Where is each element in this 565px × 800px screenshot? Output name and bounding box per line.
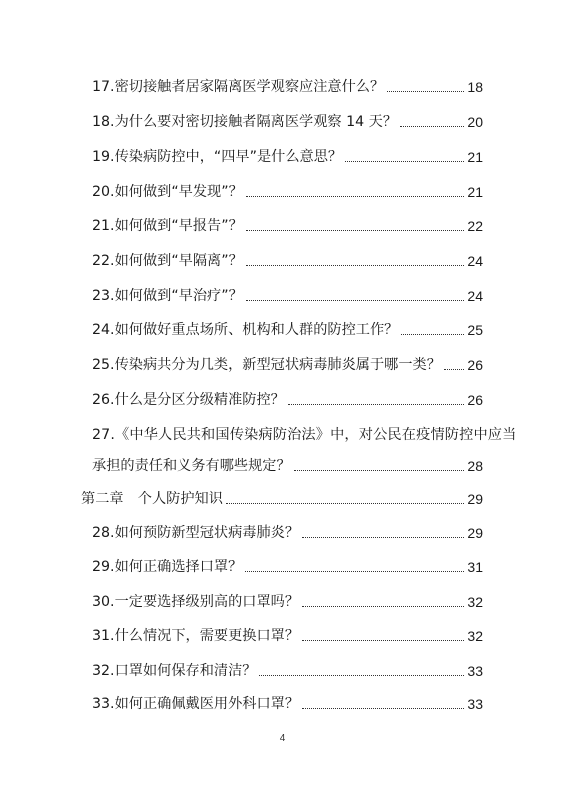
toc-entry-29[interactable] bbox=[92, 552, 483, 576]
toc-entry-label: 31.什么情况下，需要更换口罩？ bbox=[92, 628, 300, 644]
toc-entry-23[interactable] bbox=[92, 281, 483, 305]
dot-leader bbox=[400, 125, 464, 127]
toc-page-number: 18 bbox=[467, 79, 483, 95]
toc-entry-label: 22.如何做到“早隔离”？ bbox=[92, 253, 243, 269]
dot-leader bbox=[302, 536, 464, 538]
dot-leader bbox=[288, 403, 465, 405]
toc-page-number: 28 bbox=[467, 458, 483, 474]
toc-entry-31[interactable] bbox=[92, 621, 483, 645]
toc-entry-33[interactable] bbox=[92, 689, 483, 713]
dot-leader bbox=[246, 229, 465, 231]
toc-entry-label: 28.如何预防新型冠状病毒肺炎？ bbox=[92, 525, 300, 541]
toc-entry-label-line2: 承担的责任和义务有哪些规定？ bbox=[92, 458, 291, 474]
dot-leader bbox=[387, 90, 464, 92]
dot-leader bbox=[259, 674, 464, 676]
toc-entry-label-line1: 27.《中华人民共和国传染病防治法》中，对公民在疫情防控中应当 bbox=[92, 427, 517, 443]
toc-entry-label: 19.传染病防控中，“四早”是什么意思？ bbox=[92, 149, 343, 165]
toc-entry-label: 18.为什么要对密切接触者隔离医学观察 14 天？ bbox=[92, 114, 398, 130]
toc-page-number: 33 bbox=[467, 696, 483, 712]
toc-page-number: 21 bbox=[467, 184, 483, 200]
toc-page-number: 24 bbox=[467, 253, 483, 269]
toc-page-number: 26 bbox=[467, 392, 483, 408]
toc-entry-27[interactable] bbox=[92, 420, 517, 444]
toc-page-number: 22 bbox=[467, 218, 483, 234]
toc-entry-label: 25.传染病共分为几类，新型冠状病毒肺炎属于哪一类？ bbox=[92, 357, 441, 373]
toc-entry-label: 21.如何做到“早报告”？ bbox=[92, 218, 243, 234]
toc-entry-label: 33.如何正确佩戴医用外科口罩？ bbox=[92, 696, 300, 712]
dot-leader bbox=[302, 707, 464, 709]
dot-leader bbox=[444, 368, 465, 370]
toc-entry-30[interactable] bbox=[92, 587, 483, 611]
toc-entry-32[interactable] bbox=[92, 656, 483, 680]
toc-entry-24[interactable] bbox=[92, 315, 483, 339]
toc-page-number: 32 bbox=[467, 594, 483, 610]
toc-entry-label: 17.密切接触者居家隔离医学观察应注意什么？ bbox=[92, 79, 385, 95]
toc-entry-label: 24.如何做好重点场所、机构和人群的防控工作？ bbox=[92, 322, 399, 338]
dot-leader bbox=[246, 195, 465, 197]
toc-entry-18[interactable] bbox=[92, 107, 483, 131]
toc-page-number: 20 bbox=[467, 114, 483, 130]
dot-leader bbox=[294, 469, 465, 471]
dot-leader bbox=[302, 639, 464, 641]
toc-entry-17[interactable] bbox=[92, 72, 483, 96]
dot-leader bbox=[226, 502, 465, 504]
toc-entry-25[interactable] bbox=[92, 350, 483, 374]
dot-leader bbox=[401, 333, 464, 335]
toc-entry-label: 29.如何正确选择口罩？ bbox=[92, 559, 243, 575]
toc-page-number: 32 bbox=[467, 628, 483, 644]
toc-entry-26[interactable] bbox=[92, 385, 483, 409]
toc-entry-label: 32.口罩如何保存和清洁？ bbox=[92, 663, 257, 679]
toc-page-number: 29 bbox=[467, 491, 483, 507]
dot-leader bbox=[245, 570, 464, 572]
toc-entry-28[interactable] bbox=[92, 518, 483, 542]
dot-leader bbox=[246, 264, 465, 266]
dot-leader bbox=[345, 160, 464, 162]
toc-entry-19[interactable] bbox=[92, 142, 483, 166]
toc-chapter-2[interactable] bbox=[81, 484, 483, 508]
toc-page-number: 21 bbox=[467, 149, 483, 165]
toc-page-number: 25 bbox=[467, 322, 483, 338]
toc-entry-label: 23.如何做到“早治疗”？ bbox=[92, 288, 243, 304]
toc-entry-label: 30.一定要选择级别高的口罩吗？ bbox=[92, 594, 300, 610]
chapter-label: 第二章 个人防护知识 bbox=[81, 491, 223, 507]
footer-page-number: 4 bbox=[279, 733, 286, 744]
toc-entry-label: 26.什么是分区分级精准防控？ bbox=[92, 392, 285, 408]
toc-entry-label: 20.如何做到“早发现”？ bbox=[92, 184, 243, 200]
toc-page-number: 26 bbox=[467, 357, 483, 373]
toc-page-number: 31 bbox=[467, 559, 483, 575]
toc-entry-20[interactable] bbox=[92, 177, 483, 201]
toc-entry-21[interactable] bbox=[92, 211, 483, 235]
toc-entry-22[interactable] bbox=[92, 246, 483, 270]
toc-page-number: 29 bbox=[467, 525, 483, 541]
toc-entry-27-continuation[interactable] bbox=[92, 451, 483, 475]
toc-page-number: 24 bbox=[467, 288, 483, 304]
dot-leader bbox=[246, 299, 465, 301]
toc-page-number: 33 bbox=[467, 663, 483, 679]
dot-leader bbox=[302, 605, 464, 607]
